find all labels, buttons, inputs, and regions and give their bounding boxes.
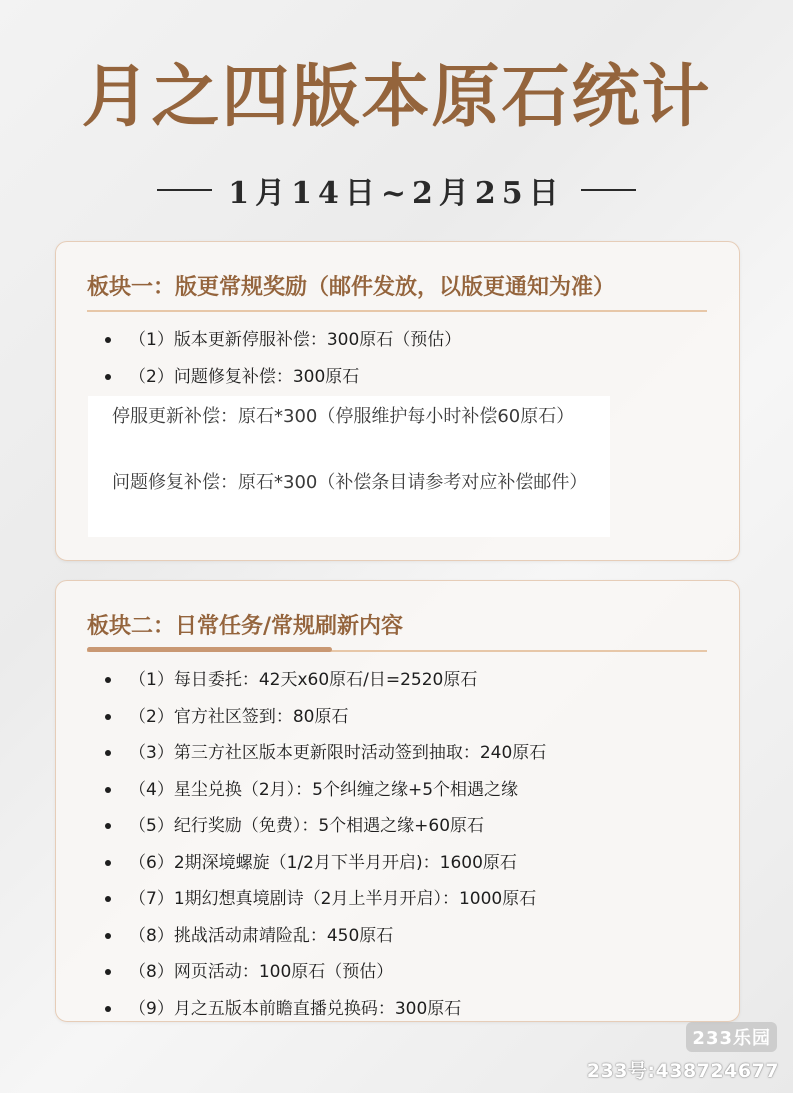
list-item: （2）问题修复补偿：300原石 [103,361,461,398]
list-item: （7）1期幻想真境剧诗（2月上半月开启）：1000原石 [103,883,546,920]
watermark-id: 233号:438724677 [586,1060,779,1082]
list-item: （4）星尘兑换（2月）：5个纠缠之缘+5个相遇之缘 [103,774,546,811]
compensation-notice [88,396,610,537]
list-item: （3）第三方社区版本更新限时活动签到抽取：240原石 [103,737,546,774]
section-2-title: 板块二：日常任务/常规刷新内容 [87,613,404,639]
section-1-title: 板块一：版更常规奖励（邮件发放，以版更通知为准） [87,274,616,300]
date-range: 1月14日~2月25日 [228,176,565,211]
date-right-dash [581,189,636,191]
date-left-dash [157,189,212,191]
section-2-list [103,664,546,1029]
notice-line-bugfix: 问题修复补偿：原石*300（补偿条目请参考对应补偿邮件） [112,472,588,493]
list-item: （8）网页活动：100原石（预估） [103,956,546,993]
list-item: （5）纪行奖励（免费）：5个相遇之缘+60原石 [103,810,546,847]
list-item: （1）每日委托：42天x60原石/日=2520原石 [103,664,546,701]
section-1-divider [87,310,707,312]
section-1-list [103,324,461,397]
watermark-logo: 233乐园 [686,1022,777,1052]
list-item: （6）2期深境螺旋（1/2月下半月开启)：1600原石 [103,847,546,884]
list-item: （2）官方社区签到：80原石 [103,701,546,738]
section-card-2 [55,580,740,1022]
notice-line-maintenance: 停服更新补偿：原石*300（停服维护每小时补偿60原石） [112,406,575,427]
date-range-row [0,170,793,210]
section-card-1 [55,241,740,561]
page-title: 月之四版本原石统计 [81,57,712,137]
list-item: （1）版本更新停服补偿：300原石（预估） [103,324,461,361]
list-item: （9）月之五版本前瞻直播兑换码：300原石 [103,993,546,1030]
list-item: （8）挑战活动肃靖险乱：450原石 [103,920,546,957]
section-2-divider-accent [87,647,332,652]
